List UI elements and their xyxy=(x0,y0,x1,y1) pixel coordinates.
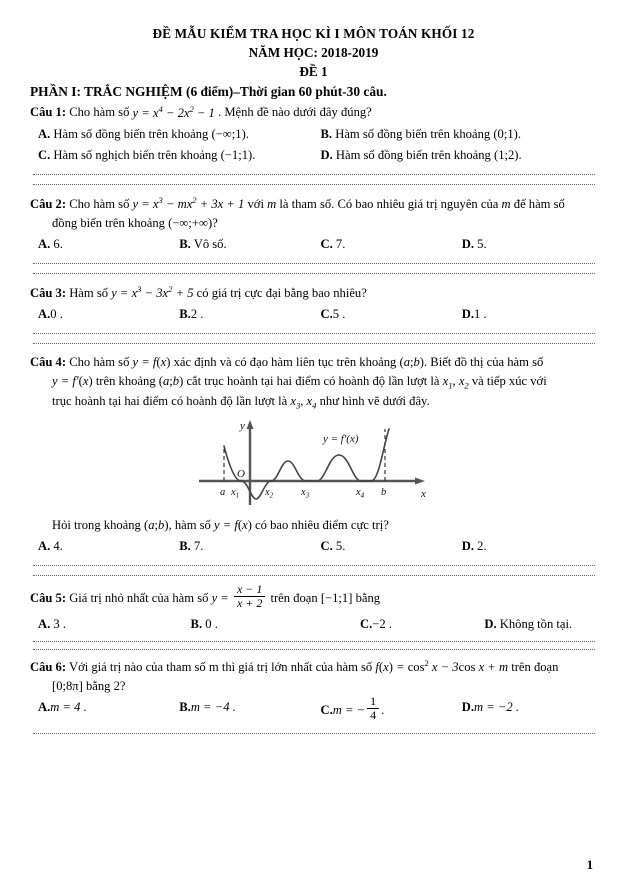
option-key: C. xyxy=(360,616,373,631)
question-4-x4: $x_4$ xyxy=(306,394,317,411)
option-value: 0 . xyxy=(205,616,218,631)
question-2 xyxy=(0,194,627,254)
question-4-x3: $x_3$ xyxy=(290,394,301,411)
question-2-option-d[interactable] xyxy=(462,234,603,254)
question-4-options xyxy=(38,536,603,556)
question-6-option-a[interactable] xyxy=(38,697,179,725)
question-2-option-c[interactable] xyxy=(321,234,462,254)
question-4-x1: $x_1$ xyxy=(442,374,453,391)
question-4-line1-b: xác định và có đạo hàm liên tục trên khoảng xyxy=(173,355,397,370)
option-key: A. xyxy=(38,126,51,141)
question-4-interval-2: (a;b) xyxy=(158,374,184,388)
question-1-option-d[interactable] xyxy=(321,145,604,165)
option-value: 5 . xyxy=(332,306,346,321)
question-2-label: Câu 2: xyxy=(30,196,67,211)
option-key: C. xyxy=(38,147,51,162)
question-2-param-m2: m xyxy=(501,196,511,211)
option-key: B. xyxy=(190,616,203,631)
option-key: C. xyxy=(320,236,333,251)
question-6-option-b[interactable] xyxy=(179,697,320,725)
option-interval: (−1;1) xyxy=(220,147,253,162)
question-5 xyxy=(0,581,627,634)
question-6-formula: $f(x) = \cos^2 x - 3\cos$ x + m xyxy=(375,657,509,674)
question-3-option-b[interactable] xyxy=(179,304,320,324)
question-4-line2-b: cắt trục hoành tại hai điểm có hoành độ lần lượt là xyxy=(186,374,440,388)
option-value: 1 . xyxy=(474,306,487,321)
fraction-numerator: x − 1 xyxy=(236,581,263,596)
option-interval: (0;1) xyxy=(493,126,518,141)
question-4-option-a[interactable] xyxy=(38,536,179,556)
question-2-options xyxy=(38,234,603,254)
origin-label: O xyxy=(236,467,245,480)
question-3-option-c[interactable] xyxy=(321,304,462,324)
option-key: B. xyxy=(179,538,191,553)
question-1-option-c[interactable] xyxy=(38,145,321,165)
question-2-line2-b: ? xyxy=(212,215,218,230)
question-5-options xyxy=(38,614,603,634)
question-3-stem-post: có giá trị cực đại bằng bao nhiêu? xyxy=(196,286,367,301)
question-2-stem-line2 xyxy=(52,214,595,233)
question-4-stem-line2: y = f′(x) trên khoảng (a;b) cắt trục hoành tại hai điểm có hoành độ lần lượt là $x_1$, $x_2$ và tiếp xúc với xyxy=(52,374,547,391)
question-6 xyxy=(0,657,627,725)
question-6-option-d[interactable] xyxy=(462,697,603,725)
question-1-stem-post: . Mệnh đề nào dưới đây đúng? xyxy=(218,105,372,120)
question-4-ask-function: y = f(x) xyxy=(214,517,252,532)
derivative-graph-svg xyxy=(193,417,433,509)
question-6-fraction xyxy=(367,695,379,723)
question-6-line2-b: bằng 2? xyxy=(86,678,126,693)
question-4-option-d[interactable] xyxy=(462,536,603,556)
question-4-function: y = f(x) xyxy=(132,355,171,370)
option-key: B. xyxy=(179,699,191,714)
question-4-x2: $x_2$ xyxy=(458,374,469,391)
question-1-options-row-2 xyxy=(38,145,603,165)
question-5-option-d[interactable] xyxy=(484,614,625,634)
question-4-stem-line3: trục hoành tại hai điểm có hoành độ lần lượt là $x_3$, $x_4$ như hình vẽ dưới đây. xyxy=(52,394,430,411)
option-key: C. xyxy=(320,306,333,321)
question-1-stem xyxy=(30,102,595,122)
question-5-option-b[interactable] xyxy=(191,614,361,634)
tick-label-x3: $x_3$ xyxy=(300,486,309,500)
question-2-option-b[interactable] xyxy=(179,234,320,254)
question-6-label: Câu 6: xyxy=(30,659,67,674)
question-4-ask-a: Hỏi trong khoảng xyxy=(52,517,141,532)
question-6-options xyxy=(38,693,603,725)
page-number: 1 xyxy=(586,858,593,872)
option-value: Vô số. xyxy=(193,236,227,251)
separator-dotted xyxy=(33,649,595,650)
question-4-line1-a: Cho hàm số xyxy=(69,355,130,370)
fraction-numerator: 1 xyxy=(370,693,377,708)
option-interval: (1;2) xyxy=(494,147,519,162)
question-1-options-row-1 xyxy=(38,124,603,144)
option-text: Hàm số đồng biến trên khoảng xyxy=(335,147,491,162)
question-5-option-a[interactable] xyxy=(38,614,191,634)
question-6-stem-line2 xyxy=(52,677,595,696)
question-1-stem-pre: Cho hàm số xyxy=(69,105,130,120)
separator-dotted xyxy=(33,343,595,344)
separator-dotted xyxy=(33,273,595,274)
page-title: ĐỀ MẪU KIỂM TRA HỌC KÌ I MÔN TOÁN KHỐI 12 xyxy=(152,26,475,41)
option-value: m = − xyxy=(332,702,366,717)
question-6-line1-b: trên đoạn xyxy=(511,659,559,674)
tick-label-x1: $x_1$ xyxy=(230,486,239,500)
question-4-line2-a: trên khoảng xyxy=(95,374,156,388)
option-key: D. xyxy=(461,306,474,321)
option-key: C. xyxy=(320,538,333,553)
question-4-question-line xyxy=(52,516,595,535)
option-suffix: . xyxy=(252,147,256,162)
question-5-stem-mid: trên đoạn xyxy=(270,590,318,605)
tick-label-x4: $x_4$ xyxy=(355,486,364,500)
option-value: 0 . xyxy=(50,306,63,321)
question-6-stem-line1 xyxy=(30,657,595,677)
option-key: A. xyxy=(38,306,51,321)
tick-label-a: a xyxy=(219,486,225,498)
option-key: A. xyxy=(38,616,51,631)
question-5-formula: y = $\frac{x - 1}{x + 2}$ xyxy=(212,591,271,605)
question-3-label: Câu 3: xyxy=(30,286,67,301)
section-heading: PHẦN I: TRẮC NGHIỆM (6 điểm)–Thời gian 60 phút-30 câu. xyxy=(30,84,387,100)
option-value: −2 . xyxy=(372,616,392,631)
separator-dotted xyxy=(33,565,595,566)
document-header xyxy=(0,0,627,81)
option-value: 3 . xyxy=(53,616,66,631)
option-text: Hàm số đồng biến trên khoảng xyxy=(53,126,209,141)
question-4-line3-b: như hình vẽ dưới đây. xyxy=(319,394,430,409)
option-key: D. xyxy=(461,236,474,251)
question-1-label: Câu 1: xyxy=(30,105,67,120)
option-key: B. xyxy=(179,306,191,321)
option-key: B. xyxy=(179,236,191,251)
question-5-stem-pre: Giá trị nhỏ nhất của hàm số xyxy=(69,590,209,605)
fraction-denominator: 4 xyxy=(367,708,379,722)
option-suffix: . xyxy=(245,126,249,141)
question-4-line3-a: trục hoành tại hai điểm có hoành độ lần lượt là xyxy=(52,394,288,409)
option-value: m = 4 . xyxy=(50,699,87,714)
question-4-ask-c: có bao nhiêu điểm cực trị? xyxy=(255,517,389,532)
question-3-formula: $y = x^3 - 3x^2 + 5$ xyxy=(111,283,197,301)
option-value: 7. xyxy=(335,236,346,251)
question-5-label: Câu 5: xyxy=(30,590,67,605)
question-5-stem xyxy=(30,581,595,613)
school-year: NĂM HỌC: 2018-2019 xyxy=(248,45,379,61)
option-value: 4. xyxy=(53,538,63,553)
option-value: 2. xyxy=(477,538,487,553)
fraction-denominator: x + 2 xyxy=(234,596,265,610)
option-value: m = −4 . xyxy=(190,699,236,714)
question-4-figure xyxy=(30,417,595,514)
question-3-stem xyxy=(30,283,595,303)
option-suffix: . xyxy=(518,147,522,162)
option-text: Hàm số đồng biến trên khoảng xyxy=(335,126,491,141)
y-axis-arrow xyxy=(246,420,253,429)
question-1 xyxy=(0,102,627,164)
option-value: 5. xyxy=(335,538,346,553)
option-key: B. xyxy=(320,126,333,141)
derivative-curve xyxy=(224,429,389,499)
option-suffix: . xyxy=(517,126,521,141)
option-key: A. xyxy=(38,699,51,714)
option-key: C. xyxy=(320,702,333,717)
x-axis-arrow xyxy=(415,477,425,484)
question-1-option-a[interactable] xyxy=(38,124,321,144)
option-text: Hàm số nghịch biến trên khoảng xyxy=(53,147,218,162)
question-2-formula: $y = x^3 - mx^2 + 3x + 1$ xyxy=(132,194,248,211)
tick-label-x2: $x_2$ xyxy=(264,486,273,500)
question-6-option-c[interactable] xyxy=(320,693,462,725)
option-value: 6. xyxy=(53,236,63,251)
question-4-ask-interval: (a;b) xyxy=(144,517,169,532)
question-1-option-b[interactable] xyxy=(321,124,604,144)
question-3-stem-pre: Hàm số xyxy=(69,286,109,301)
question-5-stem-post: bằng xyxy=(355,590,381,605)
question-1-formula: $y = x^4 - 2x^2 - 1$ xyxy=(132,103,219,120)
question-2-param-m: m xyxy=(267,196,277,211)
option-key: D. xyxy=(461,699,474,714)
option-key: D. xyxy=(484,616,497,631)
curve-label: y = f′(x) xyxy=(322,432,358,445)
question-6-segment: [0;8π] xyxy=(52,678,83,693)
option-value: 5. xyxy=(477,236,487,251)
question-4-ask-b: , hàm số xyxy=(168,517,211,532)
separator-dotted xyxy=(33,263,595,264)
exam-code: ĐỀ 1 xyxy=(299,64,328,80)
question-4-stem-line1 xyxy=(30,353,595,372)
question-2-option-a[interactable] xyxy=(38,234,179,254)
question-3 xyxy=(0,283,627,324)
question-4 xyxy=(0,353,627,556)
question-6-line1-a: Với giá trị nào của tham số m thì giá trị lớn nhất của hàm số xyxy=(68,659,373,674)
question-5-segment: [−1;1] xyxy=(320,590,353,605)
option-value: m = −2 . xyxy=(474,699,519,714)
option-key: D. xyxy=(461,538,474,553)
separator-dotted xyxy=(33,575,595,576)
question-2-line2-a: đồng biến trên khoảng xyxy=(52,215,165,230)
option-key: D. xyxy=(320,147,333,162)
separator-dotted xyxy=(33,333,595,334)
option-key: A. xyxy=(38,538,51,553)
question-3-options xyxy=(38,304,603,324)
option-interval: (−∞;1) xyxy=(211,126,246,141)
separator-dotted xyxy=(33,184,595,185)
question-2-interval: (−∞;+∞) xyxy=(168,215,213,230)
separator-dotted xyxy=(33,733,595,734)
option-value: 7. xyxy=(193,538,204,553)
question-5-fraction xyxy=(234,583,265,611)
option-suffix: . xyxy=(381,702,385,717)
question-4-option-b[interactable] xyxy=(179,536,320,556)
question-4-line2-c: và tiếp xúc với xyxy=(471,374,547,388)
y-axis-label: y xyxy=(239,419,245,432)
option-key: A. xyxy=(38,236,51,251)
question-4-interval: (a;b) xyxy=(399,355,424,370)
question-3-option-a[interactable] xyxy=(38,304,179,324)
question-5-option-c[interactable] xyxy=(360,614,484,634)
option-value: 2 . xyxy=(190,306,204,321)
question-2-stem xyxy=(30,194,595,214)
question-2-stem-c: là tham số. Có bao nhiêu giá trị nguyên của xyxy=(279,196,499,211)
x-axis-label: x xyxy=(420,487,426,500)
question-4-option-c[interactable] xyxy=(321,536,462,556)
separator-dotted xyxy=(33,174,595,175)
question-3-option-d[interactable] xyxy=(462,304,603,324)
tick-label-b: b xyxy=(380,486,386,498)
question-2-stem-b: với xyxy=(247,196,264,211)
question-2-stem-a: Cho hàm số xyxy=(69,196,130,211)
question-4-label: Câu 4: xyxy=(30,355,67,370)
option-value: Không tồn tại. xyxy=(499,616,573,631)
question-2-stem-d: để hàm số xyxy=(513,196,565,211)
separator-dotted xyxy=(33,641,595,642)
question-4-line1-c: . Biết đồ thị của hàm số xyxy=(424,355,544,370)
question-4-derivative-function: y = f′(x) xyxy=(52,374,93,388)
